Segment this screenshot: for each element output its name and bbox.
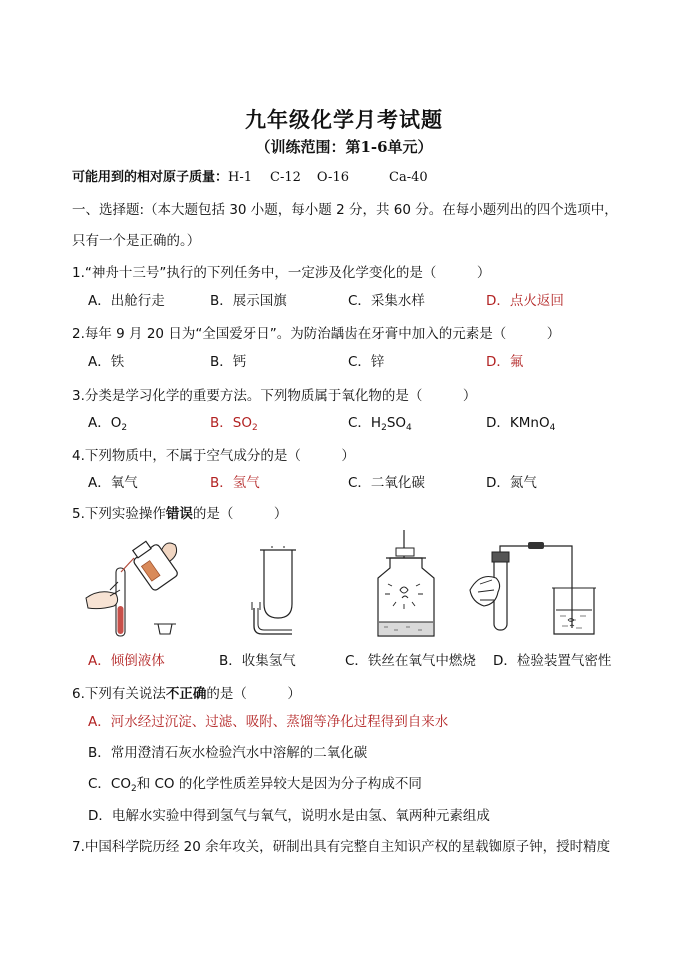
q3-stem: 3.分类是学习化学的重要方法。下列物质属于氧化物的是（ ） <box>72 388 477 404</box>
q5-stem <box>72 502 287 522</box>
q5-figure-d-airtightness-check <box>466 540 606 642</box>
q5-figure-a-pouring-liquid <box>80 528 200 644</box>
q5-figure-b-collecting-hydrogen <box>238 542 318 644</box>
atomic-mass-line <box>72 166 428 185</box>
q3-option-b[interactable]: B．$SO_2$ <box>210 415 258 433</box>
q7-stem: 7.中国科学院历经 20 余年攻关，研制出具有完整自主知识产权的星载铷原子钟，授时精度 <box>72 839 611 855</box>
q3-option-d[interactable]: D．KMnO$_4$ <box>486 415 556 433</box>
q6-stem-post: 的是（ ） <box>206 686 301 702</box>
atomic-mass-c: C-12 <box>270 170 301 185</box>
atomic-mass-o: O-16 <box>316 170 349 185</box>
q5-option-d[interactable]: D．检验装置气密性 <box>493 653 612 669</box>
page-subtitle: （训练范围：第1-6单元） <box>255 138 433 156</box>
q2-option-b[interactable]: B．钙 <box>210 354 247 370</box>
q3-option-a[interactable]: A．$O_2$ <box>88 415 128 433</box>
section-heading: 一、选择题:（本大题包括 30 小题，每小题 2 分，共 60 分。在每小题列出的四个选项中， <box>72 202 618 218</box>
atomic-mass-label: 可能用到的相对原子质量： <box>72 170 229 185</box>
q4-option-b[interactable]: B．氢气 <box>210 475 260 491</box>
q5-figure-c-iron-wire-burning <box>366 530 446 642</box>
atomic-mass-ca: Ca-40 <box>389 170 428 185</box>
q2-option-a[interactable]: A．铁 <box>88 354 125 370</box>
q2-option-c[interactable]: C．锌 <box>348 354 385 370</box>
q1-stem: 1.“神舟十三号”执行的下列任务中，一定涉及化学变化的是（ ） <box>72 265 491 281</box>
q5-stem-post: 的是（ ） <box>192 506 288 522</box>
q5-stem-emphasis: 错误 <box>165 506 193 522</box>
q4-option-a[interactable]: A．氧气 <box>88 475 138 491</box>
q4-option-c[interactable]: C．二氧化碳 <box>348 475 425 491</box>
q1-option-c[interactable]: C．采集水样 <box>348 293 425 309</box>
q5-option-c[interactable]: C．铁丝在氧气中燃烧 <box>345 653 476 669</box>
q3-option-c[interactable]: C．$H_2SO_4$ <box>348 415 412 433</box>
atomic-mass-h: H-1 <box>228 170 253 185</box>
q6-stem-emphasis: 不正确 <box>165 686 207 702</box>
q4-stem: 4.下列物质中，不属于空气成分的是（ ） <box>72 448 355 464</box>
q6-stem <box>72 682 301 702</box>
q1-option-b[interactable]: B．展示国旗 <box>210 293 287 309</box>
q5-option-b[interactable]: B．收集氢气 <box>219 653 296 669</box>
q6-stem-pre: 6.下列有关说法 <box>72 686 166 702</box>
q2-stem: 2.每年 9 月 20 日为“全国爱牙日”。为防治龋齿在牙膏中加入的元素是（ ） <box>72 326 561 342</box>
q1-option-d[interactable]: D．点火返回 <box>486 293 564 309</box>
q4-option-d[interactable]: D．氮气 <box>486 475 537 491</box>
page-title: 九年级化学月考试题 <box>245 107 443 132</box>
q1-option-a[interactable]: A．出舱行走 <box>88 293 165 309</box>
q5-stem-pre: 5.下列实验操作 <box>72 506 166 522</box>
section-heading-cont: 只有一个是正确的。） <box>72 233 201 249</box>
q2-option-d[interactable]: D．氟 <box>486 354 524 370</box>
q6-option-a[interactable]: A．河水经过沉淀、过滤、吸附、蒸馏等净化过程得到自来水 <box>88 714 449 730</box>
q5-option-a[interactable]: A．倾倒液体 <box>88 653 165 669</box>
q6-option-d[interactable]: D．电解水实验中得到氢气与氧气，说明水是由氢、氧两种元素组成 <box>88 808 490 824</box>
q6-option-c[interactable]: C．$CO_2$和 CO 的化学性质差异较大是因为分子构成不同 <box>88 776 422 794</box>
q6-option-b[interactable]: B．常用澄清石灰水检验汽水中溶解的二氧化碳 <box>88 745 368 761</box>
